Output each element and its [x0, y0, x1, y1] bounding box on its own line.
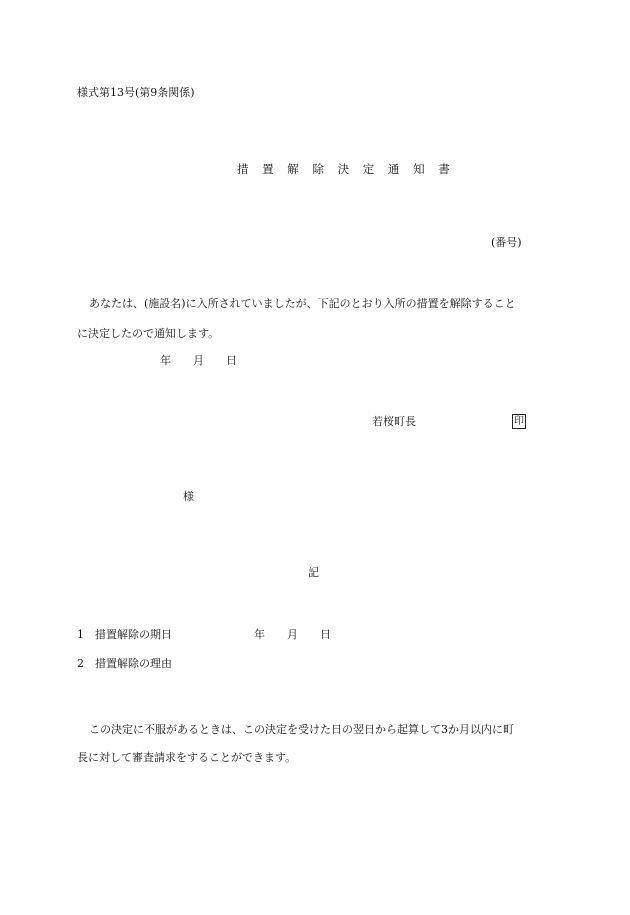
appeal-notice-line-1: この決定に不服があるときは、この決定を受けた日の翌日から起算して3か月以内に町	[89, 723, 514, 736]
seal-stamp-box: 印	[514, 416, 524, 427]
ki-heading: 記	[308, 566, 319, 579]
item-1-date-month: 月	[287, 628, 298, 641]
item-1-label: 措置解除の期日	[95, 628, 172, 641]
item-2-number: 2	[77, 657, 84, 670]
issue-date-month: 月	[193, 354, 204, 367]
appeal-notice-line-2: 長に対して審査請求をすることができます。	[77, 751, 297, 764]
item-2	[77, 657, 172, 671]
item-1-number: 1	[77, 628, 84, 641]
item-1-date-day: 日	[320, 628, 331, 641]
issuer-name: 若桜町長	[372, 415, 416, 428]
issue-date-day: 日	[226, 354, 237, 367]
issue-date-year: 年	[160, 354, 171, 367]
form-number: 様式第13号(第9条関係)	[77, 86, 195, 99]
item-1	[77, 628, 172, 642]
body-text-line-2: に決定したので通知します。	[77, 327, 220, 340]
item-1-date-year: 年	[254, 628, 265, 641]
issue-date	[160, 354, 237, 368]
document-title: 措 置 解 除 決 定 通 知 書	[237, 162, 455, 176]
item-1-date	[254, 628, 331, 642]
body-text-line-1: あなたは、(施設名)に入所されていましたが、下記のとおり入所の措置を解除すること	[89, 297, 516, 310]
item-2-label: 措置解除の理由	[95, 657, 172, 670]
addressee-honorific: 様	[183, 490, 194, 503]
document-number: (番号)	[491, 236, 522, 249]
